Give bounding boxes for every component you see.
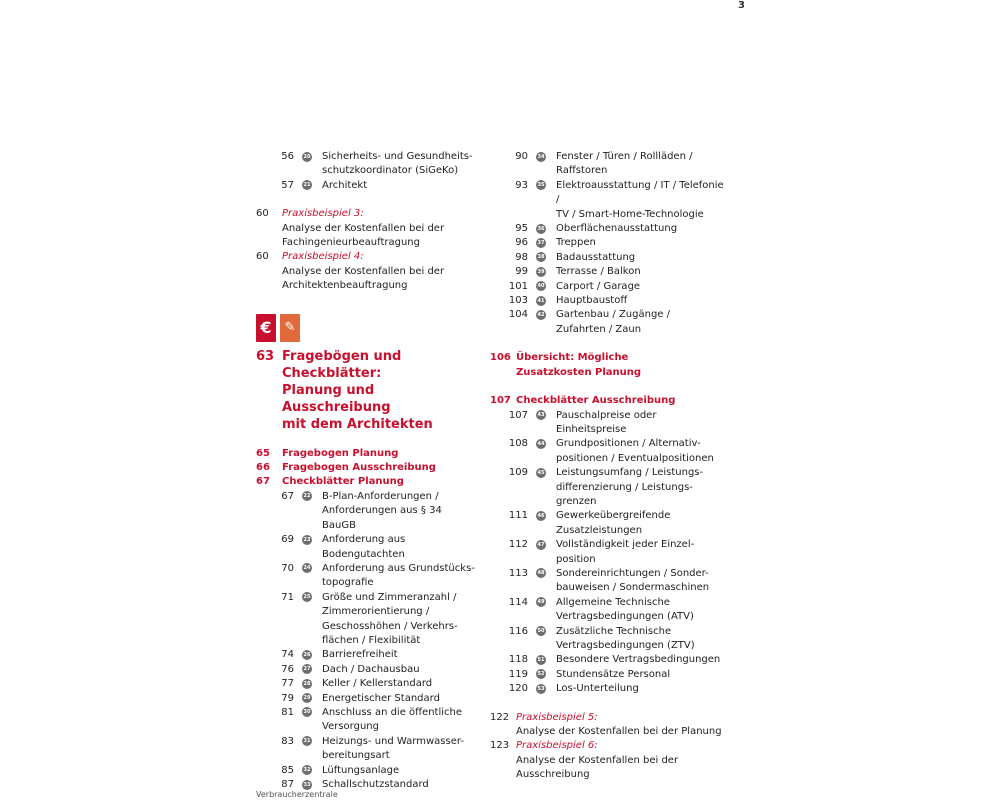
toc-item[interactable]: [256, 706, 476, 735]
page-ref: 99: [515, 266, 528, 278]
item-label: Stundensätze Personal: [556, 668, 671, 680]
item-number-badge: 40: [537, 283, 545, 290]
page-ref: 85: [281, 764, 294, 776]
toc-item[interactable]: [256, 179, 476, 193]
toc-right-column: [490, 150, 730, 783]
toc-item[interactable]: [490, 437, 730, 466]
item-label: Elektroausstattung / IT / Telefonie /: [556, 179, 724, 206]
item-number-badge: 42: [537, 311, 545, 318]
page-ref: 76: [281, 663, 294, 675]
pencil-icon: ✎: [280, 314, 300, 342]
item-number-badge: 52: [537, 671, 545, 678]
item-label: Anforderung aus Grundstücks-: [322, 562, 475, 574]
item-label: Allgemeine Technische: [556, 596, 670, 608]
item-label: Gewerkeübergreifende: [556, 510, 671, 522]
item-label: differenzierung / Leistungs-: [556, 481, 693, 493]
item-number-badge: 43: [537, 412, 545, 418]
toc-item[interactable]: [490, 280, 730, 294]
item-label: Vollständigkeit jeder Einzel-: [556, 539, 695, 551]
item-label: Besondere Vertragsbedingungen: [556, 654, 721, 666]
item-label: Carport / Garage: [556, 280, 641, 292]
toc-item[interactable]: [490, 668, 730, 682]
page-ref: 93: [515, 179, 528, 191]
item-label: flächen / Flexibilität: [322, 634, 421, 646]
practice-example-desc: Analyse der Kostenfallen bei der: [282, 265, 445, 277]
item-number-badge: 23: [303, 536, 311, 543]
toc-item[interactable]: [256, 533, 476, 562]
page-ref: 87: [281, 779, 294, 790]
page-ref: 107: [490, 395, 511, 407]
page-ref: 103: [508, 295, 528, 307]
toc-item[interactable]: [490, 567, 730, 596]
page-ref: 123: [490, 740, 510, 752]
item-number-badge: 27: [303, 666, 311, 673]
item-number-badge: 32: [303, 767, 311, 774]
item-label: bereitungsart: [322, 750, 390, 762]
toc-section[interactable]: [490, 394, 730, 408]
practice-example-desc: Analyse der Kostenfallen bei der: [282, 222, 445, 234]
toc-item[interactable]: [490, 236, 730, 250]
item-label: Terrasse / Balkon: [556, 266, 641, 278]
section-title: Fragebogen Ausschreibung: [282, 462, 436, 474]
item-label: Zusatzleistungen: [556, 524, 643, 536]
item-label: Zusätzliche Technische: [556, 625, 672, 637]
toc-item[interactable]: [490, 179, 730, 222]
page-ref: 98: [515, 251, 528, 263]
item-label: positionen / Eventualpositionen: [556, 452, 714, 464]
practice-example-desc: Analyse der Kostenfallen bei der: [516, 754, 679, 766]
toc-item[interactable]: [490, 265, 730, 279]
page-ref: 70: [281, 562, 294, 574]
page-ref: 118: [508, 654, 528, 666]
item-number-badge: 25: [303, 594, 311, 601]
toc-section[interactable]: [256, 475, 476, 489]
toc-item[interactable]: [490, 538, 730, 567]
toc-item[interactable]: [256, 677, 476, 691]
item-label: grenzen: [556, 495, 597, 507]
item-number-badge: 33: [303, 781, 311, 788]
page-ref: 83: [281, 735, 294, 747]
item-number-badge: 22: [303, 493, 311, 500]
page-ref: 81: [281, 706, 294, 718]
item-label: schutzkoordinator (SiGeKo): [322, 165, 459, 177]
item-number-badge: 29: [303, 695, 311, 702]
item-number-badge: 46: [537, 512, 545, 519]
item-number-badge: 41: [537, 297, 545, 304]
item-number-badge: 48: [537, 570, 545, 577]
item-label: bauweisen / Sondermaschinen: [556, 582, 710, 594]
item-label: Oberflächenausstattung: [556, 223, 678, 235]
section-title: Übersicht: Mögliche: [516, 352, 629, 364]
item-number-badge: 30: [303, 709, 311, 716]
item-number-badge: 28: [303, 680, 311, 687]
item-label: Leistungsumfang / Leistungs-: [556, 467, 704, 479]
chapter-icons: [256, 314, 476, 342]
page-ref: 79: [281, 692, 294, 704]
toc-item[interactable]: [256, 663, 476, 677]
item-label: Sondereinrichtungen / Sonder-: [556, 567, 709, 579]
toc-item[interactable]: [490, 653, 730, 667]
toc-item[interactable]: [490, 596, 730, 625]
page-ref: 113: [508, 567, 528, 579]
page-ref: 108: [508, 438, 528, 450]
item-number-badge: 34: [537, 153, 545, 160]
chapter-title-line: Planung und Ausschreibung: [282, 382, 391, 415]
chapter-heading[interactable]: [256, 348, 476, 433]
toc-item[interactable]: [256, 150, 476, 179]
toc-item[interactable]: [256, 648, 476, 662]
item-label: Fenster / Türen / Rollläden /: [556, 151, 693, 162]
item-label: Keller / Kellerstandard: [322, 678, 433, 690]
toc-practice-example[interactable]: [256, 250, 476, 293]
practice-example-desc: Analyse der Kostenfallen bei der Planung: [516, 726, 722, 738]
toc-item[interactable]: [490, 222, 730, 236]
item-label: Barrierefreiheit: [322, 649, 398, 661]
page-ref: 116: [508, 625, 528, 637]
toc-section[interactable]: [256, 461, 476, 475]
toc-item[interactable]: [490, 466, 730, 509]
item-number-badge: 53: [537, 685, 545, 692]
toc-item[interactable]: [490, 294, 730, 308]
page-ref: 120: [508, 683, 528, 695]
page-ref: 65: [256, 447, 270, 459]
page-ref: 119: [508, 668, 528, 680]
item-number-badge: 47: [537, 541, 545, 548]
toc-section[interactable]: [490, 351, 730, 380]
page-ref: 71: [281, 591, 294, 603]
item-label: Architekt: [322, 179, 368, 191]
item-number-badge: 35: [537, 182, 545, 189]
page-ref: 90: [515, 151, 528, 162]
item-number-badge: 44: [537, 440, 545, 447]
item-label: Zimmerorientierung /: [322, 606, 430, 618]
section-title: Zusatzkosten Planung: [516, 366, 642, 378]
practice-example-title: Praxisbeispiel 3:: [282, 208, 364, 220]
item-number-badge: 39: [537, 268, 545, 275]
item-number-badge: 24: [303, 565, 311, 572]
item-label: Badausstattung: [556, 251, 636, 263]
item-label: Anforderung aus Bodengutachten: [322, 534, 406, 560]
item-number-badge: 37: [537, 239, 545, 246]
item-number-badge: 20: [303, 153, 311, 160]
item-label: Schallschutzstandard: [322, 779, 429, 790]
item-number-badge: 31: [303, 738, 311, 745]
item-label: Einheitspreise: [556, 423, 627, 435]
item-label: Versorgung: [322, 721, 379, 733]
page-ref: 69: [281, 534, 294, 546]
page-ref: 101: [508, 280, 528, 292]
item-label: Zufahrten / Zaun: [556, 323, 642, 335]
page-ref: 67: [256, 476, 270, 488]
toc-item[interactable]: [256, 764, 476, 778]
section-title: Checkblätter Ausschreibung: [516, 395, 676, 407]
item-number-badge: 26: [303, 651, 311, 658]
item-label: Anforderungen aus § 34 BauGB: [322, 505, 442, 531]
item-number-badge: 49: [537, 599, 545, 606]
item-number-badge: 36: [537, 225, 545, 232]
toc-practice-example[interactable]: [256, 207, 476, 250]
toc-item[interactable]: [490, 682, 730, 696]
item-label: Los-Unterteilung: [556, 683, 639, 695]
page-ref: 74: [281, 649, 294, 661]
item-label: Pauschalpreise oder: [556, 409, 657, 421]
toc-left-column: [256, 150, 476, 792]
page-ref: 66: [256, 462, 270, 474]
item-label: topografie: [322, 577, 374, 589]
page-ref: 77: [281, 678, 294, 690]
item-label: Grundpositionen / Alternativ-: [556, 438, 701, 450]
toc-item[interactable]: [490, 409, 730, 438]
page-ref: 60: [256, 208, 269, 220]
page-ref: 57: [281, 179, 294, 191]
item-label: Vertragsbedingungen (ATV): [556, 611, 694, 623]
page-ref: 63: [256, 348, 275, 364]
page-ref: 122: [490, 711, 510, 723]
item-label: Hauptbaustoff: [556, 295, 628, 307]
page-ref: 106: [490, 352, 511, 364]
item-label: B-Plan-Anforderungen /: [322, 490, 439, 502]
toc-item[interactable]: [256, 562, 476, 591]
page-ref: 104: [508, 309, 528, 321]
page-ref: 109: [508, 467, 528, 479]
page-ref: 56: [281, 151, 294, 162]
toc-item[interactable]: [256, 490, 476, 533]
item-label: Größe und Zimmeranzahl /: [322, 591, 457, 603]
item-label: Anschluss an die öffentliche: [322, 706, 463, 718]
toc-item[interactable]: [256, 692, 476, 706]
page-ref: 67: [281, 490, 294, 502]
toc-item[interactable]: [490, 251, 730, 265]
item-label: Vertragsbedingungen (ZTV): [556, 640, 695, 651]
toc-practice-example[interactable]: [490, 711, 730, 740]
item-label: Lüftungsanlage: [322, 764, 400, 776]
item-number-badge: 50: [537, 628, 545, 635]
page-ref: 96: [515, 237, 528, 249]
item-label: Gartenbau / Zugänge /: [556, 309, 670, 321]
item-label: Energetischer Standard: [322, 692, 440, 704]
toc-item[interactable]: [490, 509, 730, 538]
item-number-badge: 45: [537, 469, 545, 476]
section-title: Fragebogen Planung: [282, 447, 399, 459]
item-label: TV / Smart-Home-Technologie: [556, 208, 704, 220]
toc-practice-example[interactable]: [490, 739, 730, 782]
footer-publisher: Verbraucherzentrale: [256, 790, 338, 799]
page-ref: 60: [256, 251, 269, 263]
practice-example-desc: Fachingenieurbeauftragung: [282, 237, 420, 249]
page-ref: 112: [508, 539, 528, 551]
chapter-title-line: mit dem Architekten: [282, 416, 433, 432]
toc-item[interactable]: [490, 308, 730, 337]
page-ref: 107: [508, 409, 528, 421]
item-number-badge: 21: [303, 182, 311, 189]
item-label: Dach / Dachausbau: [322, 663, 420, 675]
toc-item[interactable]: [490, 150, 730, 179]
practice-example-desc: Ausschreibung: [516, 769, 590, 781]
euro-icon: €: [256, 314, 276, 342]
item-label: position: [556, 553, 596, 565]
item-label: Geschosshöhen / Verkehrs-: [322, 620, 458, 632]
practice-example-title: Praxisbeispiel 5:: [516, 711, 598, 723]
practice-example-desc: Architektenbeauftragung: [282, 280, 408, 292]
item-number-badge: 51: [537, 656, 545, 663]
chapter-title-line: Fragebögen und Checkblätter:: [282, 348, 402, 381]
toc-item[interactable]: [256, 591, 476, 649]
practice-example-title: Praxisbeispiel 4:: [282, 251, 364, 263]
toc-section[interactable]: [256, 447, 476, 461]
practice-example-title: Praxisbeispiel 6:: [516, 740, 598, 752]
item-label: Sicherheits- und Gesundheits-: [322, 151, 473, 162]
item-number-badge: 38: [537, 254, 545, 261]
page-ref: 114: [508, 596, 528, 608]
page-number: 3: [738, 0, 745, 11]
section-title: Checkblätter Planung: [282, 476, 404, 488]
page-ref: 95: [515, 223, 528, 235]
item-label: Heizungs- und Warmwasser-: [322, 735, 464, 747]
item-label: Treppen: [556, 237, 596, 249]
toc-item[interactable]: [256, 735, 476, 764]
toc-item[interactable]: [490, 625, 730, 654]
page-ref: 111: [508, 510, 528, 522]
item-label: Raffstoren: [556, 165, 608, 177]
